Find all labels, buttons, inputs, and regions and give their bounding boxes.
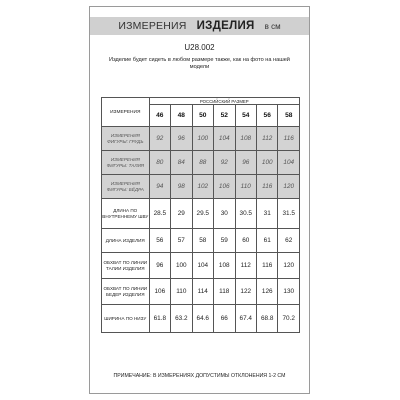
table-body	[102, 127, 300, 333]
row-label: ШИРИНА ПО НИЗУ	[102, 305, 150, 333]
table-cell: 120	[278, 253, 300, 279]
table-cell: 104	[278, 151, 300, 175]
measurements-table	[101, 97, 300, 333]
table-row	[102, 175, 300, 199]
russian-size-header: РОССИЙСКИЙ РАЗМЕР	[149, 98, 299, 105]
size-header-50: 50	[192, 105, 213, 127]
row-label: ОБХВАТ ПО ЛИНИИ ТАЛИИ ИЗДЕЛИЯ	[102, 253, 150, 279]
table-cell: 56	[149, 229, 170, 253]
table-cell: 62	[278, 229, 300, 253]
table-cell: 100	[192, 127, 213, 151]
table-cell: 92	[149, 127, 170, 151]
table-row	[102, 279, 300, 305]
row-label: ДЛИНА ПО ВНУТРЕННЕМУ ШВУ	[102, 199, 150, 229]
header-bar	[90, 17, 309, 35]
table-cell: 130	[278, 279, 300, 305]
size-header-46: 46	[149, 105, 170, 127]
table-cell: 102	[192, 175, 213, 199]
header-unit: в см	[264, 21, 281, 31]
size-header-52: 52	[214, 105, 235, 127]
table-cell: 31.5	[278, 199, 300, 229]
table-cell: 59	[214, 229, 235, 253]
table-cell: 116	[256, 253, 277, 279]
row-label: ИЗМЕРЕНИЯ ФИГУРЫ: БЁДРА	[102, 175, 150, 199]
table-cell: 68.8	[256, 305, 277, 333]
table-cell: 67.4	[235, 305, 256, 333]
table-cell: 120	[278, 175, 300, 199]
table-cell: 30.5	[235, 199, 256, 229]
table-cell: 64.6	[192, 305, 213, 333]
table-cell: 98	[171, 175, 192, 199]
table-cell: 31	[256, 199, 277, 229]
table-cell: 92	[214, 151, 235, 175]
footer-note: ПРИМЕЧАНИЕ: В ИЗМЕРЕНИЯХ ДОПУСТИМЫ ОТКЛОНЕНИЯ 1-2 СМ	[113, 373, 286, 379]
table-cell: 100	[256, 151, 277, 175]
size-chart-sheet	[89, 6, 310, 394]
table-cell: 112	[235, 253, 256, 279]
table-cell: 100	[171, 253, 192, 279]
table-row	[102, 253, 300, 279]
table-cell: 80	[149, 151, 170, 175]
table-cell: 114	[192, 279, 213, 305]
row-label: ДЛИНА ИЗДЕЛИЯ	[102, 229, 150, 253]
table-cell: 58	[192, 229, 213, 253]
table-cell: 28.5	[149, 199, 170, 229]
header-word-measurements: ИЗМЕРЕНИЯ	[118, 20, 187, 32]
table-cell: 116	[256, 175, 277, 199]
table-cell: 106	[149, 279, 170, 305]
table-cell: 57	[171, 229, 192, 253]
table-row	[102, 127, 300, 151]
table-cell: 60	[235, 229, 256, 253]
table-cell: 66	[214, 305, 235, 333]
table-cell: 108	[235, 127, 256, 151]
article-number: U28.002	[184, 43, 215, 52]
table-cell: 110	[171, 279, 192, 305]
table-cell: 106	[214, 175, 235, 199]
row-label: ОБХВАТ ПО ЛИНИИ БЕДЕР ИЗДЕЛИЯ	[102, 279, 150, 305]
table-cell: 61	[256, 229, 277, 253]
table-cell: 70.2	[278, 305, 300, 333]
table-cell: 122	[235, 279, 256, 305]
table-cell: 61.8	[149, 305, 170, 333]
row-label: ИЗМЕРЕНИЯ ФИГУРЫ: ТАЛИЯ	[102, 151, 150, 175]
corner-header: ИЗМЕРЕНИЯ	[102, 98, 150, 127]
table-cell: 110	[235, 175, 256, 199]
table-cell: 104	[214, 127, 235, 151]
size-header-58: 58	[278, 105, 300, 127]
size-header-48: 48	[171, 105, 192, 127]
table-cell: 118	[214, 279, 235, 305]
table-row	[102, 229, 300, 253]
table-cell: 96	[149, 253, 170, 279]
table-cell: 30	[214, 199, 235, 229]
table-cell: 29.5	[192, 199, 213, 229]
table-cell: 126	[256, 279, 277, 305]
table-cell: 112	[256, 127, 277, 151]
table-cell: 63.2	[171, 305, 192, 333]
table-cell: 94	[149, 175, 170, 199]
table-cell: 108	[214, 253, 235, 279]
table-cell: 29	[171, 199, 192, 229]
table-cell: 104	[192, 253, 213, 279]
header-word-product: ИЗДЕЛИЯ	[196, 20, 255, 32]
size-header-54: 54	[235, 105, 256, 127]
size-header-56: 56	[256, 105, 277, 127]
table-cell: 96	[235, 151, 256, 175]
table-cell: 88	[192, 151, 213, 175]
table-cell: 84	[171, 151, 192, 175]
table-cell: 96	[171, 127, 192, 151]
table-cell: 116	[278, 127, 300, 151]
table-row	[102, 199, 300, 229]
row-label: ИЗМЕРЕНИЯ ФИГУРЫ: ГРУДЬ	[102, 127, 150, 151]
table-row	[102, 305, 300, 333]
table-row	[102, 151, 300, 175]
fit-note: Изделие будет сидеть в любом размере также, как на фото на нашей модели	[109, 57, 290, 71]
